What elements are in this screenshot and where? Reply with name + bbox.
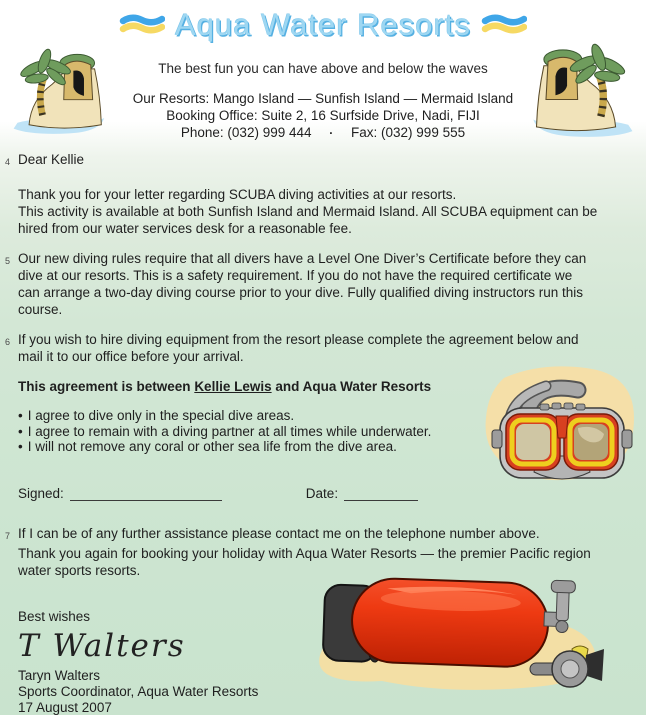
tagline: The best fun you can have above and below the waves — [158, 61, 488, 76]
paragraph-line: hired from our water services desk for a reasonable fee. — [18, 221, 352, 236]
palm-island-icon — [527, 33, 643, 147]
letterhead — [0, 0, 646, 141]
wave-icon — [481, 13, 527, 37]
paragraph-line: This activity is available at both Sunfish Island and Mermaid Island. All SCUBA equipment can be — [18, 204, 598, 219]
bullet-glyph: • — [18, 439, 23, 454]
wave-icon — [119, 13, 165, 37]
agreement-party-name: Kellie Lewis — [194, 379, 272, 394]
palm-island-icon — [4, 40, 110, 142]
separator-dot: · — [329, 126, 334, 140]
paragraph-2 — [5, 250, 620, 318]
margin-line-number: 4 — [5, 157, 11, 167]
paragraph-line: can arrange a two-day diving course prior to your dive. Fully qualified diving instructors run this — [18, 285, 584, 300]
paragraph-line: course. — [18, 302, 63, 317]
resorts-line: Our Resorts: Mango Island — Sunfish Island — Mermaid Island — [132, 91, 514, 106]
salutation — [5, 151, 620, 168]
sender-title: Sports Coordinator, Aqua Water Resorts — [18, 683, 259, 699]
paragraph-line: If I can be of any further assistance please contact me on the telephone number above. — [18, 525, 540, 541]
sender-name: Taryn Walters — [18, 667, 101, 683]
bullet-glyph: • — [18, 423, 23, 439]
paragraph-line: Thank you again for booking your holiday with Aqua Water Resorts — the premier Pacific region — [18, 545, 591, 561]
bullet-text: I agree to remain with a diving partner at all times while underwater. — [27, 423, 432, 439]
paragraph-1 — [18, 186, 620, 237]
agreement-suffix: and Aqua Water Resorts — [271, 379, 432, 394]
bullet-text: I agree to dive only in the special dive areas. — [27, 408, 295, 423]
paragraph-line: Thank you for your letter regarding SCUBA diving activities at our resorts. — [18, 187, 457, 202]
letter-date: 17 August 2007 — [18, 699, 112, 715]
paragraph-line: mail it to our office before your arrival. — [18, 349, 244, 364]
bullet-text: I will not remove any coral or other sea life from the dive area. — [27, 439, 397, 454]
salutation-text: Dear Kellie — [18, 152, 85, 167]
paragraph-line: Our new diving rules require that all divers have a Level One Diver’s Certificate before they can — [18, 251, 587, 266]
date-label: Date: — [305, 485, 339, 501]
fax-number: Fax: (032) 999 555 — [351, 125, 466, 140]
paragraph-line: If you wish to hire diving equipment from the resort please complete the agreement below and — [18, 332, 579, 347]
margin-line-number: 7 — [5, 530, 11, 541]
signed-blank-line — [70, 487, 222, 501]
handwritten-signature: T Walters — [18, 627, 186, 664]
paragraph-line: water sports resorts. — [18, 562, 141, 578]
date-blank-line — [344, 487, 418, 501]
phone-number: Phone: (032) 999 444 — [180, 125, 312, 140]
closing-salutation: Best wishes — [18, 608, 91, 624]
margin-line-number: 6 — [5, 337, 11, 347]
bullet-glyph: • — [18, 408, 23, 423]
paragraph-line: dive at our resorts. This is a safety requirement. If you do not have the required certificate we — [18, 268, 573, 283]
margin-line-number: 5 — [5, 256, 11, 266]
booking-office-line: Booking Office: Suite 2, 16 Surfside Drive, Nadi, FIJI — [166, 108, 480, 123]
signed-label: Signed: — [18, 485, 64, 501]
agreement-prefix: This agreement is between — [18, 379, 195, 394]
dive-mask-icon — [474, 360, 646, 506]
scuba-tank-icon — [290, 553, 646, 715]
page-title: Aqua Water Resorts — [175, 7, 471, 42]
